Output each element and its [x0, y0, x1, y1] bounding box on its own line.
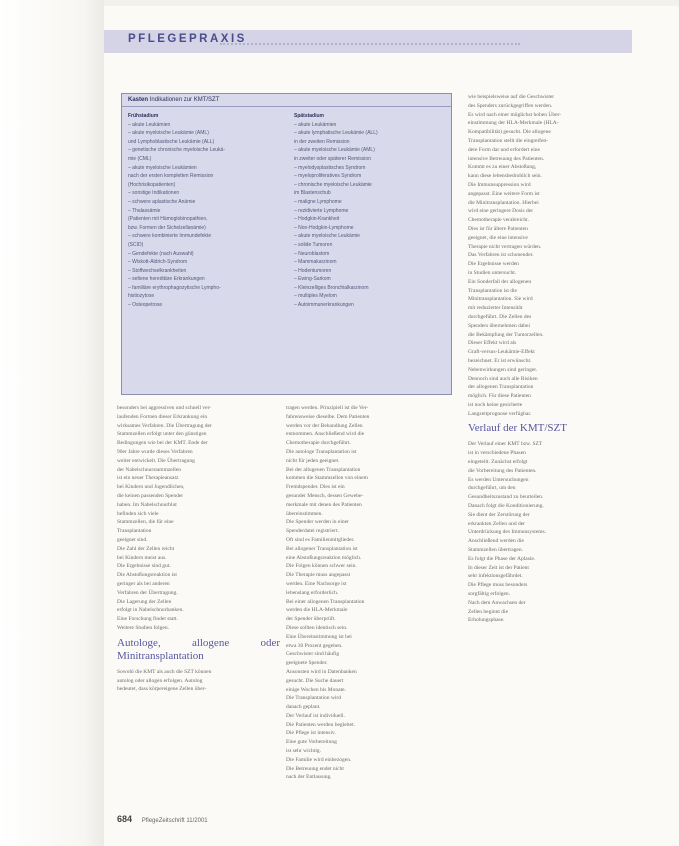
box-list-item: – genetische chronische myeloische Leukä- — [128, 147, 225, 154]
text-line: gesucht. Die Suche dauert — [286, 677, 344, 684]
text-line: Transplantation — [117, 528, 152, 535]
text-line: wirksames Verfahren. Die Übertragung der — [117, 422, 212, 429]
box-list-item: – Kleinzelliges Bronchialkarzinom — [294, 284, 369, 291]
box-list-item: – Non-Hodgkin-Lymphome — [294, 224, 354, 231]
text-line: Sowohl die KMT als auch die SZT können — [117, 668, 212, 675]
text-line: Transplantation ist die — [468, 287, 517, 294]
box-list-item: (SCID) — [128, 241, 144, 248]
box-list-item: – myelodysplastisches Syndrom — [294, 164, 366, 171]
box-title: Indikationen zur KMT/SZT — [149, 97, 220, 103]
text-line: Es werden Untersuchungen — [468, 476, 529, 483]
box-list-item: – schwere kombinierte Immundefekte — [128, 233, 212, 240]
box-list-item: – akute lymphatische Leukämie (ALL) — [294, 130, 378, 137]
box-list-item: – akute myeloische Leukämie — [294, 233, 360, 240]
text-line: mit reduzierter Intensität — [468, 305, 523, 312]
text-line: danach geplant. — [286, 704, 321, 711]
text-line: laufenden Formen dieser Erkrankung ein — [117, 413, 208, 420]
box-list-item: (Hochrisikopatienten) — [128, 181, 176, 188]
box-list-item: – sonstige Indikationen — [128, 190, 180, 197]
text-line: Die autologe Transplantation ist — [286, 448, 357, 455]
box-list-item: bzw. Formen der Sichelzellanämie) — [128, 224, 206, 231]
text-line: ist in verschiedene Phasen — [468, 450, 526, 457]
box-list-item: – Ewing-Sarkom — [294, 276, 331, 283]
text-line: Ein Sonderfall der allogenen — [468, 278, 532, 285]
text-line: Die Betreuung endet nicht — [286, 765, 344, 772]
text-line: Chemotherapie durchgeführt. — [286, 440, 351, 447]
text-line: möglich. Für diese Patienten — [468, 393, 531, 400]
text-line: Dennoch sind auch alle Risiken — [468, 375, 538, 382]
text-line: werden. Eine Nachsorge ist — [286, 580, 347, 587]
box-list-item: – Autoimmunerkrankungen — [294, 302, 354, 309]
box-list-item: – Neuroblastom — [294, 250, 330, 257]
text-line: wie beispielsweise auf die Geschwister — [468, 94, 555, 100]
text-line: die Bekämpfung der Tumorzellen. — [468, 331, 544, 338]
column-1-paragraph-after — [117, 668, 280, 694]
text-line: Transplantation stellt die eingreifen- — [468, 137, 548, 144]
text-line: Die Ergebnisse werden — [468, 261, 519, 268]
text-line: in Studien untersucht. — [468, 269, 517, 276]
text-line: Graft-versus-Leukämie-Effekt — [468, 349, 535, 356]
text-line: Die Patienten werden begleitet. — [286, 721, 356, 728]
box-list-item: im Blastenschub — [294, 190, 331, 197]
text-line: geeignet, die eine intensive — [468, 234, 528, 241]
text-line: Die Pflege muss besonders — [468, 582, 528, 589]
text-line: erfolgt in Nabelschnurbanken. — [117, 607, 184, 614]
column-2-paragraph — [286, 404, 458, 782]
text-line: sorgfältig erfolgen. — [468, 591, 511, 598]
text-line: Bei einer allogenen Transplantation — [286, 598, 365, 605]
box-list-item: – Mammakarzinom — [294, 259, 337, 266]
text-line: eine Abstoßungsreaktion möglich. — [286, 554, 362, 561]
text-line: In dieser Zeit ist der Patient — [468, 564, 529, 571]
text-line: Kompatibilität) gesucht. Die allogene — [468, 129, 551, 136]
box-list-item: – seltene hereditäre Erkrankungen — [128, 276, 205, 283]
text-line: intensive Betreuung des Patienten. — [468, 155, 545, 162]
text-line: Eine gute Vorbereitung — [286, 739, 337, 746]
text-line: einstimmung der HLA-Merkmale (HLA- — [468, 120, 559, 127]
text-line: Eine Forschung findet statt. — [117, 616, 178, 623]
text-line: erkrankten Zellen und der — [468, 520, 525, 527]
text-line: autolog oder allogen erfolgen. Autolog — [117, 677, 203, 684]
text-line: wird eine geringere Dosis der — [468, 208, 534, 215]
text-line: geeignet sind. — [117, 536, 148, 543]
text-line: Dieser Effekt wird als — [468, 340, 517, 347]
box-column-right — [294, 112, 446, 310]
text-line: durchgeführt, um den — [468, 485, 516, 492]
text-line: tragen werden. Prinzipiell ist die Ver- — [286, 405, 369, 411]
text-line: Diese sollten identisch sein. — [286, 624, 348, 631]
box-list-item: – Thalassämie — [128, 207, 161, 214]
box-list-item: – familiäre erythrophagozytische Lympho- — [128, 284, 221, 291]
text-line: Ansonsten wird in Datenbanken — [286, 668, 357, 675]
text-line: werden die HLA-Merkmale — [286, 607, 348, 614]
box-list-item: – multiples Myelom — [294, 293, 337, 300]
text-line: Die Ergebnisse sind gut. — [117, 563, 171, 570]
text-line: Sie dient der Zerstörung der — [468, 511, 530, 518]
text-line: ist sehr wichtig. — [286, 748, 321, 755]
text-line: der Spender überprüft. — [286, 616, 336, 623]
text-line: Spenders übernehmen dabei — [468, 322, 531, 329]
text-line: Stammzellen erfolgt unter den günstigen — [117, 431, 207, 438]
indications-box — [121, 93, 452, 395]
box-list-item: – akute myeloische Leukämie (AML) — [294, 147, 375, 154]
text-line: entnommen. Anschließend wird die — [286, 431, 365, 438]
text-line: bezeichnet. Er ist erwünscht. — [468, 357, 532, 364]
text-line: Stammzellen übertragen. — [468, 547, 523, 554]
journal-name: PflegeZeitschrift 11/2001 — [141, 818, 208, 824]
box-list-item: – akute myeloische Leukämien — [128, 164, 197, 171]
text-line: Kommt es zu einer Abstoßung, — [468, 164, 537, 171]
column-1-paragraph — [117, 404, 280, 633]
text-line: Die Transplantation wird — [286, 695, 341, 702]
text-line: eingeteilt. Zunächst erfolgt — [468, 459, 528, 466]
text-line: kommen die Stammzellen von einem — [286, 475, 368, 482]
text-line: Die Therapie muss angepasst — [286, 572, 351, 579]
text-line: Unterdrückung des Immunsystems. — [468, 529, 547, 536]
box-list-item: – Wiskott-Aldrich-Syndrom — [128, 259, 188, 266]
box-list-item: mie (CML) — [128, 155, 152, 162]
box-list-item: – akute Leukämien — [128, 121, 171, 128]
text-line: Danach folgt die Konditionierung. — [468, 503, 544, 510]
text-line: 90er Jahre wurde dieses Verfahren — [117, 448, 193, 455]
text-line: Der Verlauf einer KMT bzw. SZT — [468, 441, 543, 448]
text-line: Stammzellen, die für eine — [117, 519, 174, 526]
text-line: die Vorbereitung des Patienten. — [468, 467, 537, 474]
box-list-item: – Hodgkin-Krankheit — [294, 216, 340, 223]
box-list-item: – Osteopetrose — [128, 302, 163, 309]
text-line: ist noch keine gesicherte — [468, 401, 523, 408]
scan-margin — [0, 0, 104, 846]
text-line: Es folgt die Phase der Aplasie. — [468, 555, 536, 562]
page-footer — [117, 814, 208, 824]
text-line: Die Zahl der Zellen reicht — [117, 545, 175, 552]
text-line: Gesundheitszustand zu beurteilen. — [468, 494, 544, 501]
box-right-lines — [294, 121, 446, 310]
text-line: merkmale mit denen des Patienten — [286, 501, 362, 508]
text-line: angepasst. Eine weitere Form ist — [468, 190, 540, 197]
text-line: der allogenen Transplantation — [468, 384, 534, 391]
text-line: des Spenders zurückgegriffen werden. — [468, 102, 553, 109]
text-line: Die Abstoßungsreaktion ist — [117, 572, 177, 579]
box-list-item: – maligne Lymphome — [294, 198, 342, 205]
text-line: weiter entwickelt. Die Übertragung — [117, 457, 195, 464]
text-line: geeignete Spender. — [286, 660, 328, 667]
box-list-item: – solide Tumoren — [294, 241, 333, 248]
text-line: Langzeitprognose verfügbar. — [468, 410, 532, 417]
text-line: befinden sich viele — [117, 510, 159, 517]
text-column-3 — [468, 93, 640, 625]
text-line: Die Familie wird einbezogen. — [286, 756, 352, 763]
text-line: besonders bei aggressiven und schnell ver- — [117, 405, 212, 411]
text-line: Fremdspender. Dies ist ein — [286, 484, 345, 491]
text-line: bedeutet, dass körpereigene Zellen über- — [117, 686, 207, 693]
text-line: Die Pflege ist intensiv. — [286, 730, 336, 737]
text-line: nach der Entlassung. — [286, 774, 332, 781]
text-line: Verfahren der Übertragung. — [117, 589, 178, 596]
box-header — [122, 94, 451, 107]
header-divider — [220, 43, 520, 47]
box-left-heading: Frühstadium — [128, 113, 159, 119]
text-line: der Nabelschnurstammzellen — [117, 466, 181, 473]
text-line: geringer als bei anderen — [117, 580, 170, 587]
text-line: haben. Im Nabelschnurblut — [117, 501, 177, 508]
subheading-transplant-types: Autologe, allogene oder Minitransplantation — [117, 636, 280, 662]
text-line: die Minitransplantation. Hierbei — [468, 199, 539, 206]
text-line: Erholungsphase. — [468, 617, 505, 624]
box-list-item: – chronische myeloische Leukämie — [294, 181, 372, 188]
text-line: Die Folgen können schwer sein. — [286, 563, 357, 570]
box-list-item: – myeloproliferatives Syndrom — [294, 173, 362, 180]
box-list-item: – rezidivierte Lymphome — [294, 207, 349, 214]
box-list-item: – Gendefekte (nach Auswahl) — [128, 250, 194, 257]
text-line: durchgeführt. Die Zellen des — [468, 313, 532, 320]
text-line: gesunder Mensch, dessen Gewebe- — [286, 492, 364, 499]
box-column-left — [128, 112, 278, 310]
box-list-item: – Hodentumoren — [294, 267, 332, 274]
text-column-1 — [117, 404, 280, 694]
text-line: einige Wochen bis Monate. — [286, 686, 346, 693]
text-line: etwa 30 Prozent gegeben. — [286, 642, 343, 649]
text-line: Therapie nicht vertragen würden. — [468, 243, 542, 250]
text-line: Zellen beginnt die — [468, 608, 509, 615]
text-column-2 — [286, 404, 458, 782]
text-line: Spenderdatei registriert. — [286, 528, 339, 535]
text-line: Chemotherapie verabreicht. — [468, 217, 530, 224]
box-list-item: und Lymphoblastische Leukämie (ALL) — [128, 138, 215, 145]
text-line: Minitransplantation. Sie wird — [468, 296, 533, 303]
text-line: übereinstimmen. — [286, 510, 323, 517]
column-3-paragraph-after — [468, 440, 640, 625]
text-line: bei Kindern meist aus. — [117, 554, 167, 561]
box-list-item: – schwere aplastische Anämie — [128, 198, 196, 205]
text-line: Die Spender werden in einer — [286, 519, 349, 526]
box-list-item: – akute myeloische Leukämie (AML) — [128, 130, 209, 137]
box-list-item: (Patienten mit Hämoglobinopathien, — [128, 216, 208, 223]
box-right-heading: Spätstadium — [294, 113, 325, 119]
box-label: Kasten — [128, 97, 149, 103]
text-line: Das Verfahren ist schonender. — [468, 252, 534, 259]
text-line: Nach dem Anwachsen der — [468, 599, 526, 606]
text-line: Anschließend werden die — [468, 538, 524, 545]
text-line: Der Verlauf ist individuell. — [286, 712, 345, 719]
text-line: ist ein neuer Therapieansatz — [117, 475, 179, 482]
text-line: Bei der allogenen Transplantation — [286, 466, 361, 473]
text-line: bei Kindern und Jugendlichen, — [117, 484, 185, 491]
text-line: Weitere Studien folgen. — [117, 624, 169, 631]
text-line: fahrensweise dieselbe. Dem Patienten — [286, 413, 370, 420]
box-list-item: – akute Leukämien — [294, 121, 337, 128]
text-line: Eine Übereinstimmung ist bei — [286, 633, 352, 640]
subheading-course: Verlauf der KMT/SZT — [468, 422, 567, 435]
box-left-lines — [128, 121, 278, 310]
text-line: Geschwister sind häufig — [286, 651, 340, 658]
text-line: Nebenwirkungen sind geringer. — [468, 366, 538, 373]
text-line: Die Lagerung der Zellen — [117, 598, 172, 605]
text-line: Dies ist für ältere Patienten — [468, 225, 528, 232]
box-list-item: histiozytose — [128, 293, 155, 300]
text-line: dere Form dar und erfordert eine — [468, 146, 540, 153]
section-title: PFLEGEPRAXIS — [128, 33, 247, 45]
box-list-item: – Stoffwechselkrankheiten — [128, 267, 187, 274]
text-line: Oft sind es Familienmitglieder. — [286, 536, 355, 543]
text-line: Die Immunsuppression wird — [468, 181, 531, 188]
text-line: sehr infektionsgefährdet. — [468, 573, 523, 580]
box-list-item: in zweiter oder späterer Remission — [294, 155, 371, 162]
text-line: werden vor der Behandlung Zellen — [286, 422, 363, 429]
text-line: Bei allogener Transplantation ist — [286, 545, 358, 552]
page-number: 684 — [117, 814, 133, 824]
text-line: die keinen passenden Spender — [117, 492, 184, 499]
text-line: kann diese lebensbedrohlich sein. — [468, 173, 542, 180]
box-list-item: nach der ersten kompletten Remission — [128, 173, 214, 180]
text-line: Es wird nach einer möglichst hohen Über- — [468, 111, 562, 118]
text-line: Bedingungen wie bei der KMT. Ende der — [117, 440, 208, 447]
box-list-item: in der zweiten Remission — [294, 138, 350, 145]
column-3-paragraph — [468, 93, 640, 418]
text-line: nicht für jeden geeignet. — [286, 457, 340, 464]
text-line: lebenslang erforderlich. — [286, 589, 339, 596]
